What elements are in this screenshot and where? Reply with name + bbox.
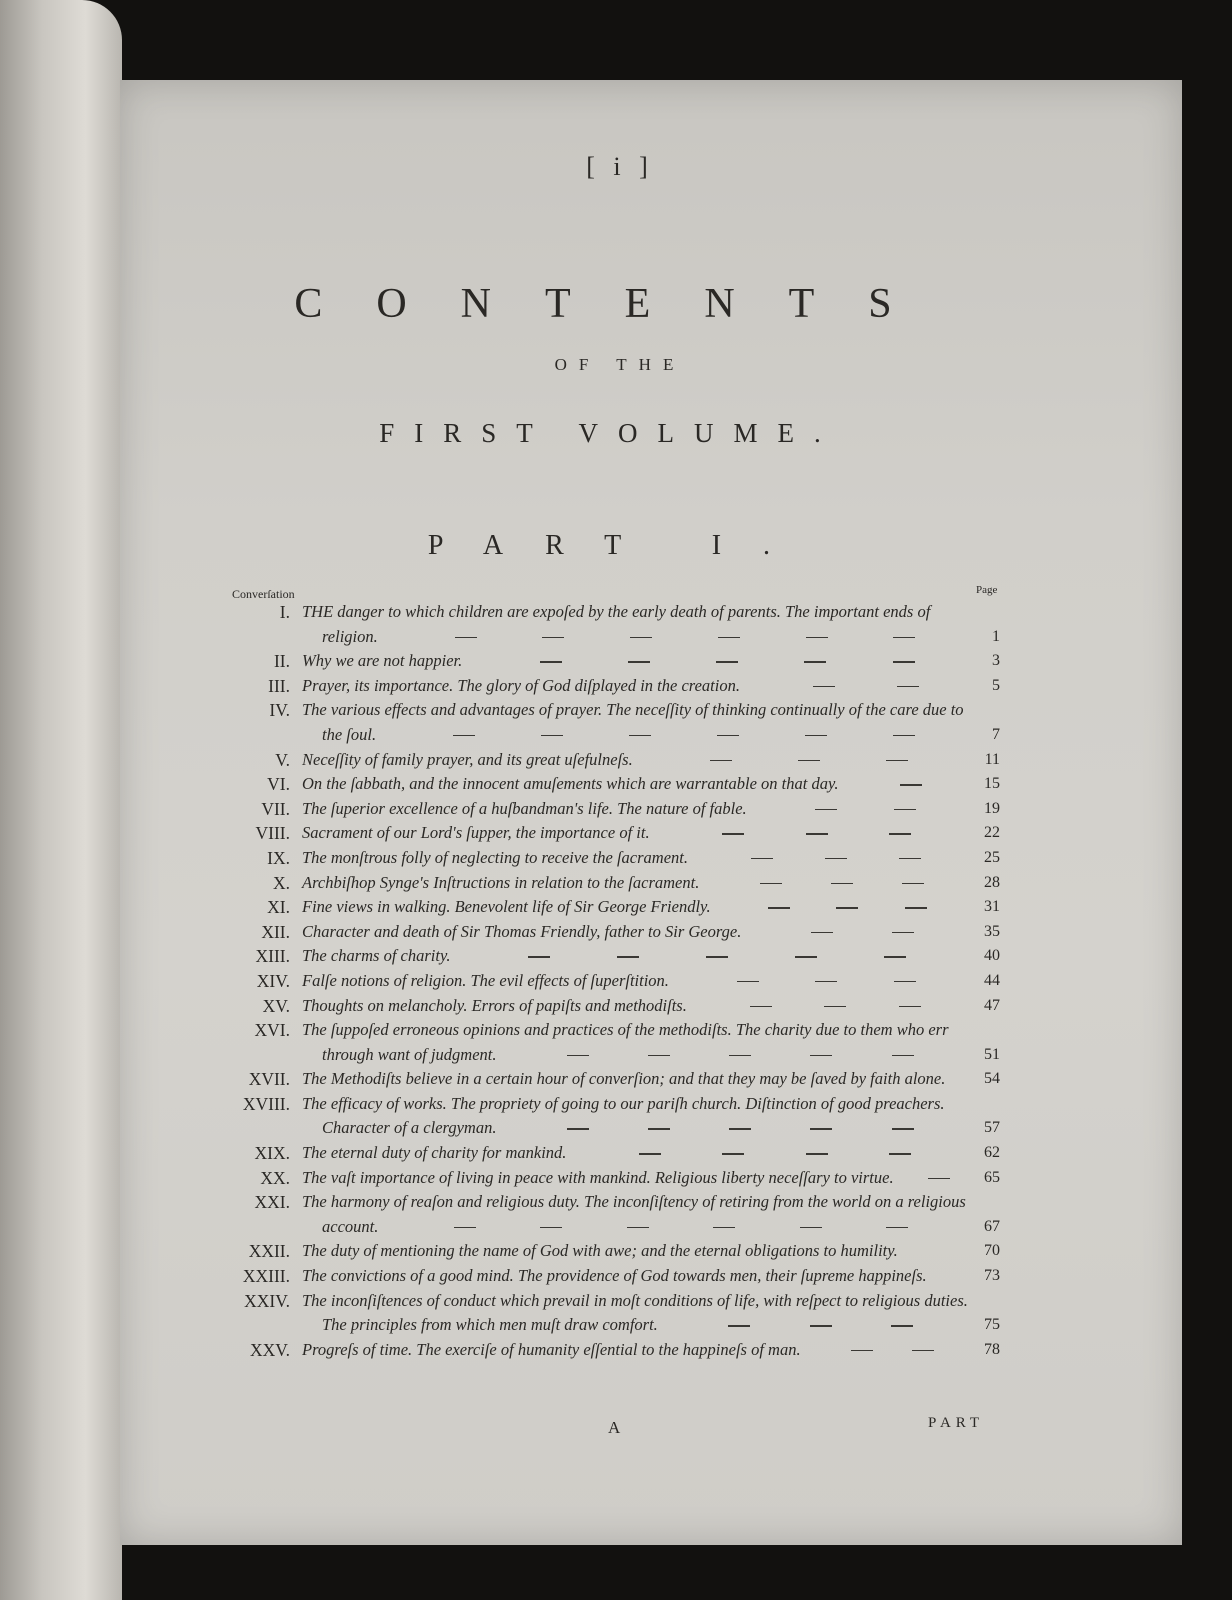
conversation-number: XXII. <box>248 1241 290 1262</box>
entry-text: Thoughts on melancholy. Errors of papiſts and methodiſts. <box>302 995 687 1015</box>
conversation-number: XXIII. <box>242 1266 290 1287</box>
leader-dash <box>629 735 651 737</box>
toc-entry <box>210 920 1000 945</box>
conversation-number: VI. <box>267 774 290 795</box>
page-reference: 19 <box>984 799 1000 817</box>
page-reference: 5 <box>992 676 1000 694</box>
toc-line <box>210 1215 1000 1240</box>
toc-line <box>210 1018 980 1043</box>
toc-entry <box>210 1018 1000 1067</box>
leader-dash <box>627 1227 649 1229</box>
toc-entry <box>210 846 1000 871</box>
page-reference: 40 <box>984 947 1000 965</box>
page-reference: 28 <box>984 873 1000 891</box>
page-reference: 35 <box>984 922 1000 940</box>
toc-line <box>210 772 1000 797</box>
entry-text: Character of a clergyman. <box>322 1118 497 1138</box>
entry-text: The convictions of a good mind. The providence of God towards men, their ſupreme happineſs. <box>302 1266 927 1286</box>
leader-dash <box>453 735 475 737</box>
conversation-number: V. <box>275 749 290 770</box>
toc-line <box>210 1043 1000 1068</box>
toc-line <box>210 920 1000 945</box>
leader-dash <box>798 760 820 762</box>
leader-dash <box>892 1128 914 1130</box>
toc-entry <box>210 895 1000 920</box>
leader-dash <box>760 883 782 885</box>
leader-dash <box>542 637 564 639</box>
leader-dash <box>716 661 738 663</box>
conversation-number: VIII. <box>255 823 290 844</box>
leader-dash <box>751 858 773 860</box>
entry-text: Archbiſhop Synge's Inſtructions in relation to the ſacrament. <box>302 872 700 892</box>
leader-dash <box>928 1178 950 1180</box>
entry-text: The inconſiſtences of conduct which prevail in moſt conditions of life, with reſpect to religious duties. <box>302 1290 968 1310</box>
page-reference: 70 <box>984 1242 1000 1260</box>
toc-line <box>210 1313 1000 1338</box>
leader-dash <box>893 735 915 737</box>
leader-dash <box>728 1325 750 1327</box>
toc-line <box>210 994 1000 1019</box>
entry-text: account. <box>322 1216 379 1236</box>
leader-dash <box>897 686 919 688</box>
toc-entry <box>210 1141 1000 1166</box>
entry-text: The ſuperior excellence of a huſbandman's life. The nature of fable. <box>302 798 747 818</box>
leader-dash <box>639 1153 661 1155</box>
book-page <box>120 80 1182 1545</box>
page-number: [ i ] <box>586 152 654 181</box>
toc-entry <box>210 1289 1000 1338</box>
toc-entry <box>210 1338 1000 1363</box>
leader-dash <box>815 981 837 983</box>
toc-line <box>210 723 1000 748</box>
leader-dash <box>900 784 922 786</box>
page-reference: 31 <box>984 898 1000 916</box>
leader-dash <box>884 956 906 958</box>
leader-dash <box>893 637 915 639</box>
toc-line <box>210 1116 1000 1141</box>
signature-mark: A <box>608 1418 621 1437</box>
leader-dash <box>617 956 639 958</box>
subtitle-first-volume: FIRST VOLUME. <box>379 418 841 448</box>
page-reference: 22 <box>984 824 1000 842</box>
toc-entry <box>210 1067 1000 1092</box>
leader-dash <box>710 760 732 762</box>
leader-dash <box>729 1055 751 1057</box>
toc-line <box>210 1190 980 1215</box>
toc-line <box>210 674 1000 699</box>
page-reference: 67 <box>984 1217 1000 1235</box>
conversation-number: XVIII. <box>242 1093 290 1114</box>
toc-line <box>210 1141 1000 1166</box>
leader-dash <box>899 1006 921 1008</box>
leader-dash <box>806 1153 828 1155</box>
conversation-number: II. <box>273 651 290 672</box>
toc-entry <box>210 649 1000 674</box>
leader-dash <box>851 1350 873 1352</box>
leader-dash <box>804 661 826 663</box>
conversation-number: XIX. <box>254 1143 290 1164</box>
toc-entry <box>210 1239 1000 1264</box>
leader-dash <box>541 735 563 737</box>
entry-text: religion. <box>322 626 378 646</box>
leader-dash <box>540 1227 562 1229</box>
part-heading: PART I. <box>427 530 813 561</box>
page-reference: 11 <box>984 750 1000 768</box>
toc-line <box>210 969 1000 994</box>
conversation-number: VII. <box>261 798 290 819</box>
toc-entry <box>210 994 1000 1019</box>
toc-line <box>210 698 980 723</box>
leader-dash <box>528 956 550 958</box>
leader-dash <box>912 1350 934 1352</box>
entry-text: The ſuppoſed erroneous opinions and practices of the methodiſts. The charity due to them who err <box>302 1020 949 1040</box>
leader-dash <box>800 1227 822 1229</box>
toc-line <box>210 871 1000 896</box>
leader-dash <box>718 637 740 639</box>
page-reference: 25 <box>984 848 1000 866</box>
table-of-contents <box>210 600 1000 1362</box>
facing-page-edge <box>0 0 122 1600</box>
entry-text: Fine views in walking. Benevolent life of Sir George Friendly. <box>302 897 711 917</box>
entry-text: Prayer, its importance. The glory of God diſplayed in the creation. <box>302 675 740 695</box>
leader-dash <box>628 661 650 663</box>
entry-text: Progreſs of time. The exerciſe of humanity eſſential to the happineſs of man. <box>302 1339 801 1359</box>
toc-entry <box>210 797 1000 822</box>
leader-dash <box>894 981 916 983</box>
leader-dash <box>892 1055 914 1057</box>
page-reference: 51 <box>984 1045 1000 1063</box>
entry-text: THE danger to which children are expoſed by the early death of parents. The important ends of <box>302 602 931 621</box>
conversation-number: XX. <box>260 1167 290 1188</box>
leader-dash <box>886 1227 908 1229</box>
leader-dash <box>648 1128 670 1130</box>
conversation-number: XII. <box>261 921 290 942</box>
entry-text: The duty of mentioning the name of God with awe; and the eternal obligations to humility. <box>302 1241 898 1261</box>
entry-text: The charms of charity. <box>302 946 451 966</box>
leader-dash <box>805 735 827 737</box>
toc-entry <box>210 1264 1000 1289</box>
toc-line <box>210 1067 1000 1092</box>
leader-dash <box>795 956 817 958</box>
toc-entry <box>210 772 1000 797</box>
toc-entry <box>210 969 1000 994</box>
conversation-number: IV. <box>269 700 290 721</box>
entry-text: The vaſt importance of living in peace with mankind. Religious liberty neceſſary to virtue. <box>302 1167 894 1187</box>
toc-line <box>210 1166 1000 1191</box>
entry-text: The Methodiſts believe in a certain hour of converſion; and that they may be ſaved by faith alone. <box>302 1069 946 1089</box>
leader-dash <box>806 833 828 835</box>
conversation-number: XVII. <box>248 1069 290 1090</box>
page-reference: 73 <box>984 1267 1000 1285</box>
conversation-number: XIII. <box>255 946 290 967</box>
conversation-number: XIV. <box>256 970 290 991</box>
page-reference: 54 <box>984 1070 1000 1088</box>
leader-dash <box>811 932 833 934</box>
column-heading-conversation: Converſation <box>232 587 295 601</box>
leader-dash <box>768 907 790 909</box>
leader-dash <box>894 809 916 811</box>
leader-dash <box>836 907 858 909</box>
toc-line <box>210 1289 980 1314</box>
toc-entry <box>210 821 1000 846</box>
entry-text: The eternal duty of charity for mankind. <box>302 1143 567 1163</box>
leader-dash <box>750 1006 772 1008</box>
toc-entry <box>210 1166 1000 1191</box>
entry-text: The various effects and advantages of prayer. The neceſſity of thinking continually of the care due to <box>302 700 964 720</box>
leader-dash <box>889 1153 911 1155</box>
column-heading-page: Page <box>976 584 998 596</box>
entry-text: Falſe notions of religion. The evil effects of ſuperſtition. <box>302 970 669 990</box>
leader-dash <box>455 637 477 639</box>
leader-dash <box>899 858 921 860</box>
entry-text: Character and death of Sir Thomas Friendly, father to Sir George. <box>302 921 742 941</box>
toc-line <box>210 1239 1000 1264</box>
leader-dash <box>722 1153 744 1155</box>
catchword: PART <box>928 1415 985 1431</box>
leader-dash <box>540 661 562 663</box>
leader-dash <box>813 686 835 688</box>
conversation-number: XI. <box>267 897 290 918</box>
leader-dash <box>815 809 837 811</box>
leader-dash <box>891 1325 913 1327</box>
toc-line <box>210 1264 1000 1289</box>
conversation-number: XV. <box>262 995 290 1016</box>
page-reference: 62 <box>984 1144 1000 1162</box>
leader-dash <box>729 1128 751 1130</box>
entry-text: the ſoul. <box>322 724 377 744</box>
page-reference: 47 <box>984 996 1000 1014</box>
toc-line <box>210 895 1000 920</box>
entry-text: through want of judgment. <box>322 1044 497 1064</box>
leader-dash <box>889 833 911 835</box>
toc-line <box>210 1338 1000 1363</box>
conversation-number: XXI. <box>254 1192 290 1213</box>
page-reference: 75 <box>984 1316 1000 1334</box>
page-reference: 1 <box>992 627 1000 645</box>
conversation-number: III. <box>268 675 290 696</box>
conversation-number: XXIV. <box>244 1290 290 1311</box>
toc-entry <box>210 944 1000 969</box>
toc-entry <box>210 748 1000 773</box>
leader-dash <box>648 1055 670 1057</box>
leader-dash <box>567 1128 589 1130</box>
toc-line <box>210 600 980 625</box>
conversation-number: XXV. <box>249 1339 290 1360</box>
leader-dash <box>902 883 924 885</box>
toc-line <box>210 797 1000 822</box>
toc-entry <box>210 600 1000 649</box>
page-reference: 44 <box>984 971 1000 989</box>
entry-text: The monſtrous folly of neglecting to receive the ſacrament. <box>302 847 688 867</box>
leader-dash <box>713 1227 735 1229</box>
entry-text: On the ſabbath, and the innocent amuſements which are warrantable on that day. <box>302 774 839 794</box>
leader-dash <box>824 1006 846 1008</box>
toc-line <box>210 649 1000 674</box>
toc-entry <box>210 674 1000 699</box>
toc-entry <box>210 1190 1000 1239</box>
leader-dash <box>810 1128 832 1130</box>
leader-dash <box>810 1055 832 1057</box>
page-reference: 7 <box>992 725 1000 743</box>
entry-text: Neceſſity of family prayer, and its great uſefulneſs. <box>302 749 633 769</box>
leader-dash <box>454 1227 476 1229</box>
page-reference: 65 <box>984 1168 1000 1186</box>
page-reference: 78 <box>984 1340 1000 1358</box>
entry-text: Why we are not happier. <box>302 651 463 671</box>
page-reference: 3 <box>992 652 1000 670</box>
leader-dash <box>567 1055 589 1057</box>
leader-dash <box>737 981 759 983</box>
leader-dash <box>706 956 728 958</box>
conversation-number: I. <box>279 602 290 622</box>
entry-text: The principles from which men muſt draw comfort. <box>322 1315 658 1335</box>
page-reference: 57 <box>984 1119 1000 1137</box>
toc-entry <box>210 1092 1000 1141</box>
leader-dash <box>810 1325 832 1327</box>
leader-dash <box>886 760 908 762</box>
leader-dash <box>893 661 915 663</box>
leader-dash <box>831 883 853 885</box>
toc-line <box>210 748 1000 773</box>
conversation-number: IX. <box>267 847 290 868</box>
subtitle-of-the: OF THE <box>554 355 686 374</box>
toc-entry <box>210 871 1000 896</box>
conversation-number: XVI. <box>254 1020 290 1041</box>
page-reference: 15 <box>984 775 1000 793</box>
conversation-number: X. <box>272 872 290 893</box>
leader-dash <box>892 932 914 934</box>
leader-dash <box>630 637 652 639</box>
leader-dash <box>806 637 828 639</box>
leader-dash <box>722 833 744 835</box>
toc-line <box>210 846 1000 871</box>
toc-line <box>210 1092 980 1117</box>
entry-text: The harmony of reaſon and religious duty. The inconſiſtency of retiring from the world on a religious <box>302 1192 966 1212</box>
toc-line <box>210 625 1000 650</box>
toc-line <box>210 944 1000 969</box>
entry-text: The efficacy of works. The propriety of going to our pariſh church. Diſtinction of good preachers. <box>302 1093 945 1113</box>
leader-dash <box>905 907 927 909</box>
leader-dash <box>717 735 739 737</box>
toc-entry <box>210 698 1000 747</box>
leader-dash <box>825 858 847 860</box>
page-title: CONTENTS <box>294 281 946 327</box>
toc-line <box>210 821 1000 846</box>
entry-text: Sacrament of our Lord's ſupper, the importance of it. <box>302 823 650 843</box>
